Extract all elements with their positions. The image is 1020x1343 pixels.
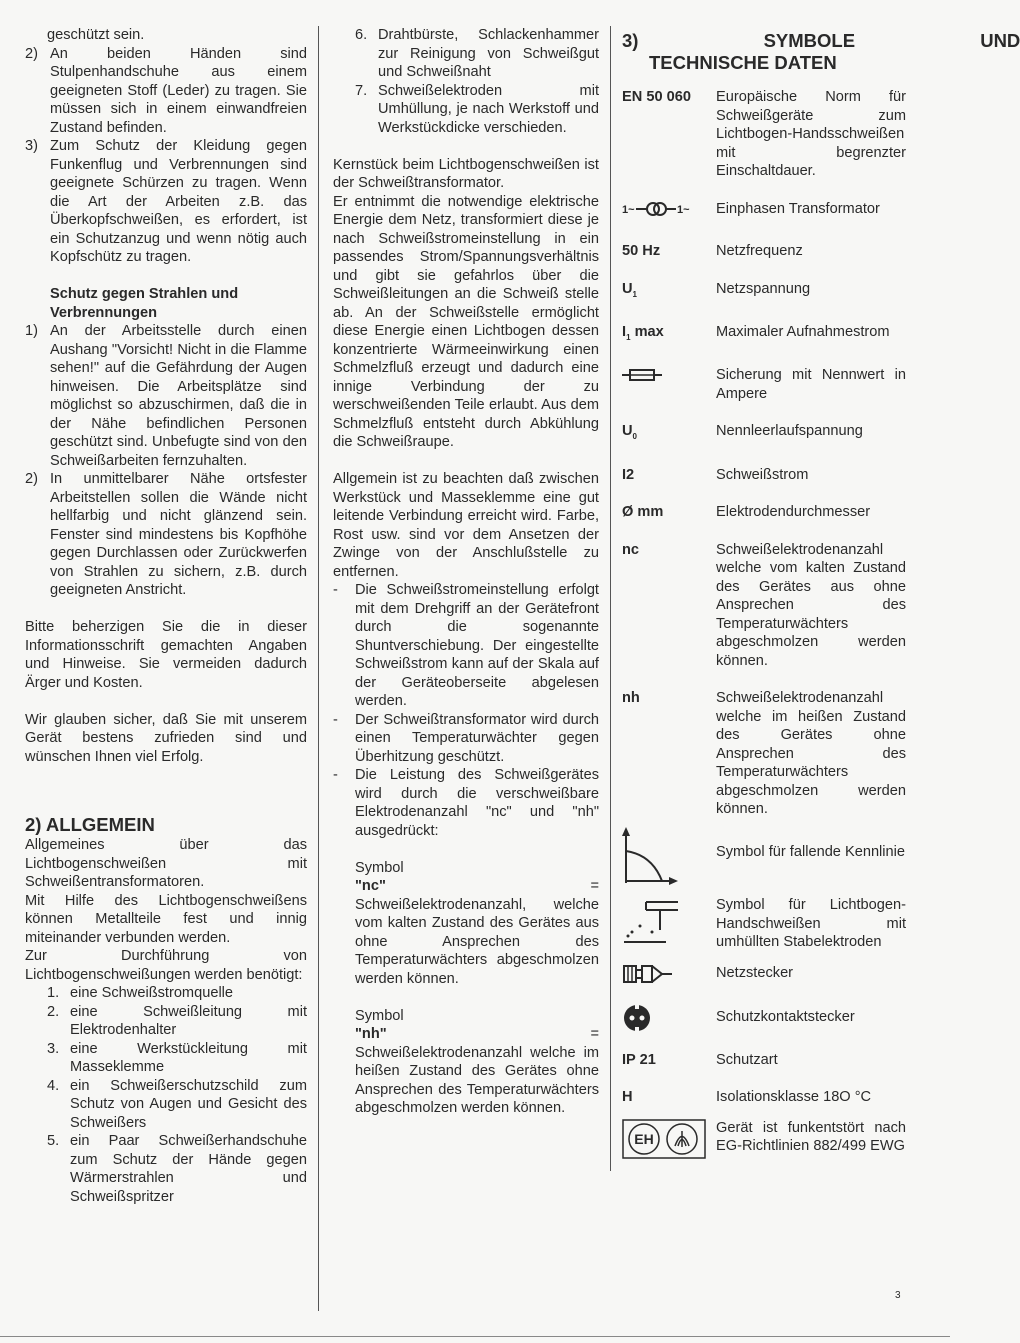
- symbol-key-sub: 0: [632, 432, 637, 442]
- item-text: ein Paar Schweißerhandschuhe zum Schutz der Hände gegen Wärmerstrahlen und Schweißspritzer: [70, 1133, 307, 1205]
- list-item: [355, 82, 599, 138]
- column-1: [25, 26, 307, 1206]
- symbol-key-main: U: [622, 280, 633, 297]
- paragraph: Zur Durchführung von Lichtbogenschweißungen werden benötigt:: [25, 948, 307, 983]
- section-heading: [622, 30, 1020, 52]
- symbol-row: [622, 1003, 906, 1039]
- symbol-description: Schweißelektrodenanzahl welche im heißen Zustand des Gerätes ohne Ansprechen des Temperaturwächters abgeschmolzen werden können.: [355, 1044, 599, 1116]
- paragraph: geschützt sein.: [47, 27, 145, 43]
- item-number: 7.: [355, 82, 368, 99]
- symbol-key: [622, 323, 716, 347]
- symbol-key: [622, 422, 716, 446]
- symbol-label: Symbol: [355, 859, 404, 876]
- symbol-row: [622, 1119, 906, 1165]
- section-subheading: Schutz gegen Strahlen und Verbrennungen: [50, 286, 239, 321]
- symbol-key: [622, 280, 716, 304]
- symbol-value: Netzfrequenz: [716, 243, 803, 259]
- dash-text: Der Schweißtransformator wird durch einen Temperaturwächter gegen Überhitzung geschützt.: [355, 711, 599, 765]
- item-number: 4.: [47, 1077, 60, 1094]
- symbol-row: [622, 323, 906, 347]
- paragraph: Mit Hilfe des Lichtbogenschweißens können Metallteile fest und innig miteinander verbunden werden.: [25, 892, 307, 946]
- item-text: Schweißelektroden mit Umhüllung, je nach Werkstoff und Werkstückdicke verschieden.: [378, 82, 599, 136]
- symbol-key: EN 50 060: [622, 89, 691, 105]
- paragraph: Wir glauben sicher, daß Sie mit unserem Gerät bestens zufrieden sind und wünschen Ihnen viel Erfolg.: [25, 711, 307, 765]
- symbol-value: Elektrodendurchmesser: [716, 504, 871, 521]
- eh-text: EH: [634, 1130, 654, 1147]
- symbol-row: [622, 280, 906, 304]
- item-number: 6.: [355, 27, 368, 43]
- symbol-value: Europäische Norm für Schweißgeräte zum Lichtbogen-Handsschweißen mit begrenzter Einschaltdauer.: [716, 89, 906, 179]
- list-item: [47, 1132, 307, 1206]
- item-text: eine Schweißstromquelle: [70, 985, 234, 1001]
- item-number: 3): [25, 138, 38, 154]
- symbol-key: IP 21: [622, 1051, 656, 1068]
- paragraph: Bitte beherzigen Sie die in dieser Informationsschrift gemachten Angaben und Hinweise. Sie vermeiden dadurch Ärger und Kosten.: [25, 619, 307, 691]
- eh-mark-icon: [622, 1119, 716, 1165]
- item-number: 2): [25, 471, 38, 487]
- svg-text:1~: 1~: [622, 203, 635, 216]
- paragraph: Kernstück beim Lichtbogenschweißen ist der Schweißtransformator.: [333, 156, 599, 191]
- symbol-key-main: U: [622, 423, 633, 440]
- item-text: Zum Schutz der Kleidung gegen Funkenflug und Verbrennungen sind geeignete Schürzen zu tragen. Wenn die Art der Arbeiten z.B. das Überkopfschweißen, es erfordert, ist ein Schutzanzug und wenn nötig auch Kopfschütz zu tragen.: [50, 138, 307, 265]
- symbol-value: Schweißelektrodenanzahl welche vom kalten Zustand des Gerätes aus ohne Ansprechen des Temperaturwächters abgeschmolzen werden können.: [716, 541, 906, 669]
- symbol-value: Symbol für fallende Kennlinie: [716, 843, 906, 860]
- symbol-value: Isolationsklasse 18O °C: [716, 1089, 872, 1106]
- item-text: ein Schweißerschutzschild zum Schutz von Augen und Gesicht des Schweißers: [70, 1077, 307, 1131]
- symbol-value: Symbol für Lichtbogen-Handschweißen mit umhüllten Stabelektroden: [716, 897, 906, 951]
- symbol-key: I2: [622, 466, 635, 483]
- list-item: [25, 470, 307, 600]
- symbol-code: "nc": [355, 878, 386, 894]
- symbol-row: [622, 1051, 906, 1070]
- list-item: [25, 322, 307, 470]
- heading-line: 3) SYMBOLE UND: [622, 30, 1020, 51]
- symbol-key: Ø mm: [622, 504, 664, 521]
- item-number: 3.: [47, 1040, 60, 1057]
- svg-text:1~: 1~: [677, 203, 690, 216]
- symbol-code: "nh": [355, 1026, 387, 1042]
- symbol-key: nc: [622, 541, 640, 558]
- symbol-value: Netzstecker: [716, 964, 794, 981]
- symbol-value: Sicherung mit Nennwert in Ampere: [716, 367, 906, 402]
- schuko-plug-icon: [622, 1003, 716, 1039]
- dash-marker: -: [333, 711, 338, 728]
- symbol-value: Schutzkontaktstecker: [716, 1009, 855, 1026]
- paragraph: Allgemeines über das Lichtbogenschweißen mit Schweißentransformatoren.: [25, 837, 307, 890]
- dash-item: [333, 766, 599, 840]
- bottom-rule: [0, 1336, 950, 1337]
- column-divider-left: [318, 26, 319, 1311]
- dash-marker: -: [333, 582, 338, 598]
- symbol-value: Schweißstrom: [716, 466, 809, 483]
- equals-sign: =: [590, 878, 599, 894]
- symbol-value: Gerät ist funkentstört nach EG-Richtlinien 882/499 EWG: [716, 1119, 906, 1155]
- item-text: Drahtbürste, Schlackenhammer zur Reinigung von Schweißgut und Schweißnaht: [378, 27, 599, 80]
- list-item: [47, 1003, 307, 1040]
- symbol-row: [622, 200, 906, 224]
- symbol-key: H: [622, 1089, 633, 1106]
- paragraph: Er entnimmt die notwendige elektrische Energie dem Netz, transformiert diese je nach Schweißstromeinstellung in ein passendes Strom/Spannungsverhältnis und gibt sie gefahrlos über die Schweißleitungen an die Schweiß stelle ab. An der Schweißstelle ermöglicht diese Energie einen Lichtbogen dessen konzentrierte Wärmeeinwirkung einen Schmelzfluß erzeugt und dadurch eine innige Verbindung der zu werschweißenden Teile erlaubt. Aus dem Schmelzfluß entsteht durch Abkühlung die Schweißraupe.: [333, 193, 599, 450]
- symbol-row: [622, 466, 906, 485]
- symbol-nc-block: [355, 859, 599, 1118]
- page-number: 3: [895, 1290, 901, 1301]
- symbol-row: [622, 242, 906, 261]
- dash-marker: -: [333, 767, 338, 783]
- dash-item: [333, 581, 599, 711]
- symbol-value: Schweißelektrodenanzahl welche im heißen Zustand des Gerätes ohne Ansprechen des Temperaturwächters abgeschmolzen werden können.: [716, 690, 906, 818]
- item-number: 2): [25, 45, 38, 62]
- falling-characteristic-icon: [622, 827, 716, 891]
- symbol-value: Maximaler Aufnahmestrom: [716, 323, 890, 340]
- symbol-row: [622, 541, 906, 671]
- item-text: An beiden Händen sind Stulpenhandschuhe aus einem geeigneten Stoff (Leder) zu tragen. Sie müssen sich in einem einwandfreien Zustand befinden.: [50, 45, 307, 136]
- symbol-key: nh: [622, 690, 640, 707]
- column-2: [333, 26, 599, 1118]
- paragraph: Allgemein ist zu beachten daß zwischen Werkstück und Masseklemme eine gut leitende Verbindung erreicht wird. Farbe, Rost usw. sind vor dem Ansetzen der Zwinge von der Anschlußstelle zu entfernen.: [333, 471, 599, 580]
- symbol-row: [622, 503, 906, 522]
- item-number: 2.: [47, 1003, 60, 1020]
- symbol-key-rest: max: [630, 323, 664, 340]
- symbol-key-sub: 1: [626, 332, 631, 342]
- symbol-row: [622, 896, 906, 952]
- list-item: [25, 45, 307, 138]
- symbol-row: [622, 88, 906, 181]
- item-text: eine Schweißleitung mit Elektrodenhalter: [70, 1003, 307, 1038]
- fuse-icon: [622, 366, 716, 390]
- dash-text: Die Schweißstromeinstellung erfolgt mit dem Drehgriff an der Gerätefront durch die sogenannte Shuntverschiebung. Der eingestellte Schweißstrom kann auf der Skala auf der Geräteoberseite abgelesen werden.: [355, 582, 599, 709]
- list-item: [47, 1077, 307, 1133]
- section-heading-line2: TECHNISCHE DATEN: [649, 52, 837, 73]
- item-number: 1): [25, 323, 38, 339]
- mains-plug-icon: [622, 962, 716, 992]
- symbol-key-sub: 1: [632, 289, 637, 299]
- dash-item: [333, 711, 599, 767]
- list-item: [47, 984, 307, 1003]
- symbol-value: Netzspannung: [716, 280, 811, 297]
- dash-text: Die Leistung des Schweißgerätes wird durch die verschweißbare Elektrodenanzahl "nc" und "nh" ausgedrückt:: [355, 767, 599, 839]
- symbol-value: Schutzart: [716, 1051, 778, 1068]
- symbol-value: Nennleerlaufspannung: [716, 423, 863, 440]
- list-item: [25, 137, 307, 267]
- transformer-icon: [622, 200, 716, 224]
- symbol-row: [622, 962, 906, 992]
- list-item: [355, 26, 599, 82]
- item-number: 5.: [47, 1133, 60, 1149]
- symbol-label: Symbol: [355, 1007, 404, 1024]
- symbol-key: 50 Hz: [622, 243, 661, 259]
- equals-sign: =: [590, 1026, 599, 1042]
- item-text: An der Arbeitsstelle durch einen Aushang "Vorsicht! Nicht in die Flamme sehen!" auf die Gefährdung der Augen hinweisen. Die Arbeitsplätze sind möglichst so abzuschirmen, daß die in der Nähe befindlichen Personen geschützt sind. Unbefugte sind von den Schweißarbeiten fernzuhalten.: [50, 323, 307, 469]
- arc-welding-icon: [622, 896, 716, 952]
- symbol-row: [622, 689, 906, 819]
- symbol-description: Schweißelektrodenanzahl, welche vom kalten Zustand des Gerätes aus ohne Ansprechen des Temperaturwächters abgeschmolzen werden können.: [355, 896, 599, 987]
- section-heading: 2) ALLGEMEIN: [25, 814, 155, 835]
- symbol-row: [622, 1088, 906, 1107]
- symbol-value: Einphasen Transformator: [716, 200, 880, 217]
- item-number: 1.: [47, 985, 60, 1001]
- symbol-key-main: I: [622, 323, 627, 340]
- column-3: [622, 30, 1020, 1164]
- symbol-row: [622, 827, 906, 891]
- item-text: eine Werkstückleitung mit Masseklemme: [70, 1040, 307, 1075]
- item-text: In unmittelbarer Nähe ortsfester Arbeitstellen sollen die Wände nicht hellfarbig und nicht glänzend sein. Fenster sind mindestens bis Kopfhöhe gegen Durchlassen oder Zurückwerfen von Strahlen zu sichern, z.B. durch geeigneten Anstricht.: [50, 471, 307, 598]
- list-item: [47, 1040, 307, 1077]
- symbol-row: [622, 366, 906, 403]
- column-divider-right: [610, 26, 611, 1171]
- symbol-row: [622, 422, 906, 446]
